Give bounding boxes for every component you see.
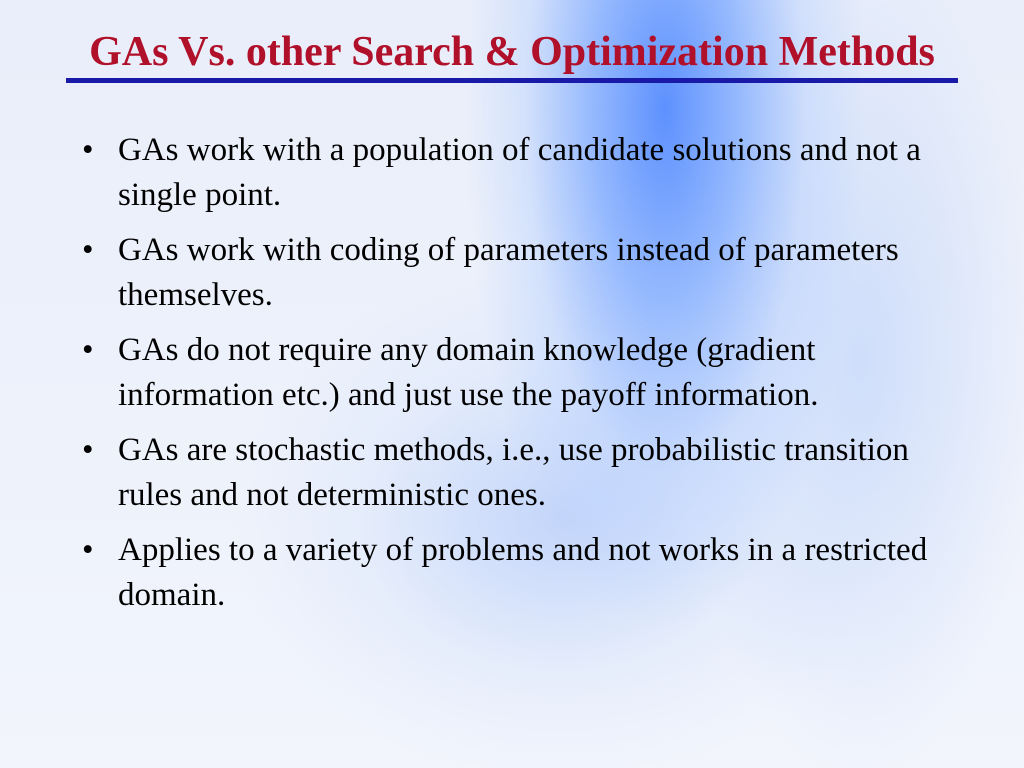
bullet-icon: • (82, 232, 94, 268)
bullet-text: GAs work with a population of candidate solutions and not a single point. (118, 132, 921, 213)
bullet-icon: • (82, 332, 94, 368)
title-underline (66, 78, 958, 83)
bullet-icon: • (82, 432, 94, 468)
list-item (76, 328, 976, 418)
bullet-icon: • (82, 132, 94, 168)
list-item (76, 528, 976, 618)
slide-title: GAs Vs. other Search & Optimization Methods (89, 29, 935, 75)
bullet-text: GAs are stochastic methods, i.e., use probabilistic transition rules and not deterministic ones. (118, 432, 909, 513)
bullet-text: GAs work with coding of parameters instead of parameters themselves. (118, 232, 899, 313)
bullet-icon: • (82, 532, 94, 568)
bullet-list (76, 128, 976, 628)
list-item (76, 428, 976, 518)
bullet-text: Applies to a variety of problems and not works in a restricted domain. (118, 532, 928, 613)
list-item (76, 128, 976, 218)
bullet-text: GAs do not require any domain knowledge (gradient information etc.) and just use the payoff information. (118, 332, 819, 413)
list-item (76, 228, 976, 318)
